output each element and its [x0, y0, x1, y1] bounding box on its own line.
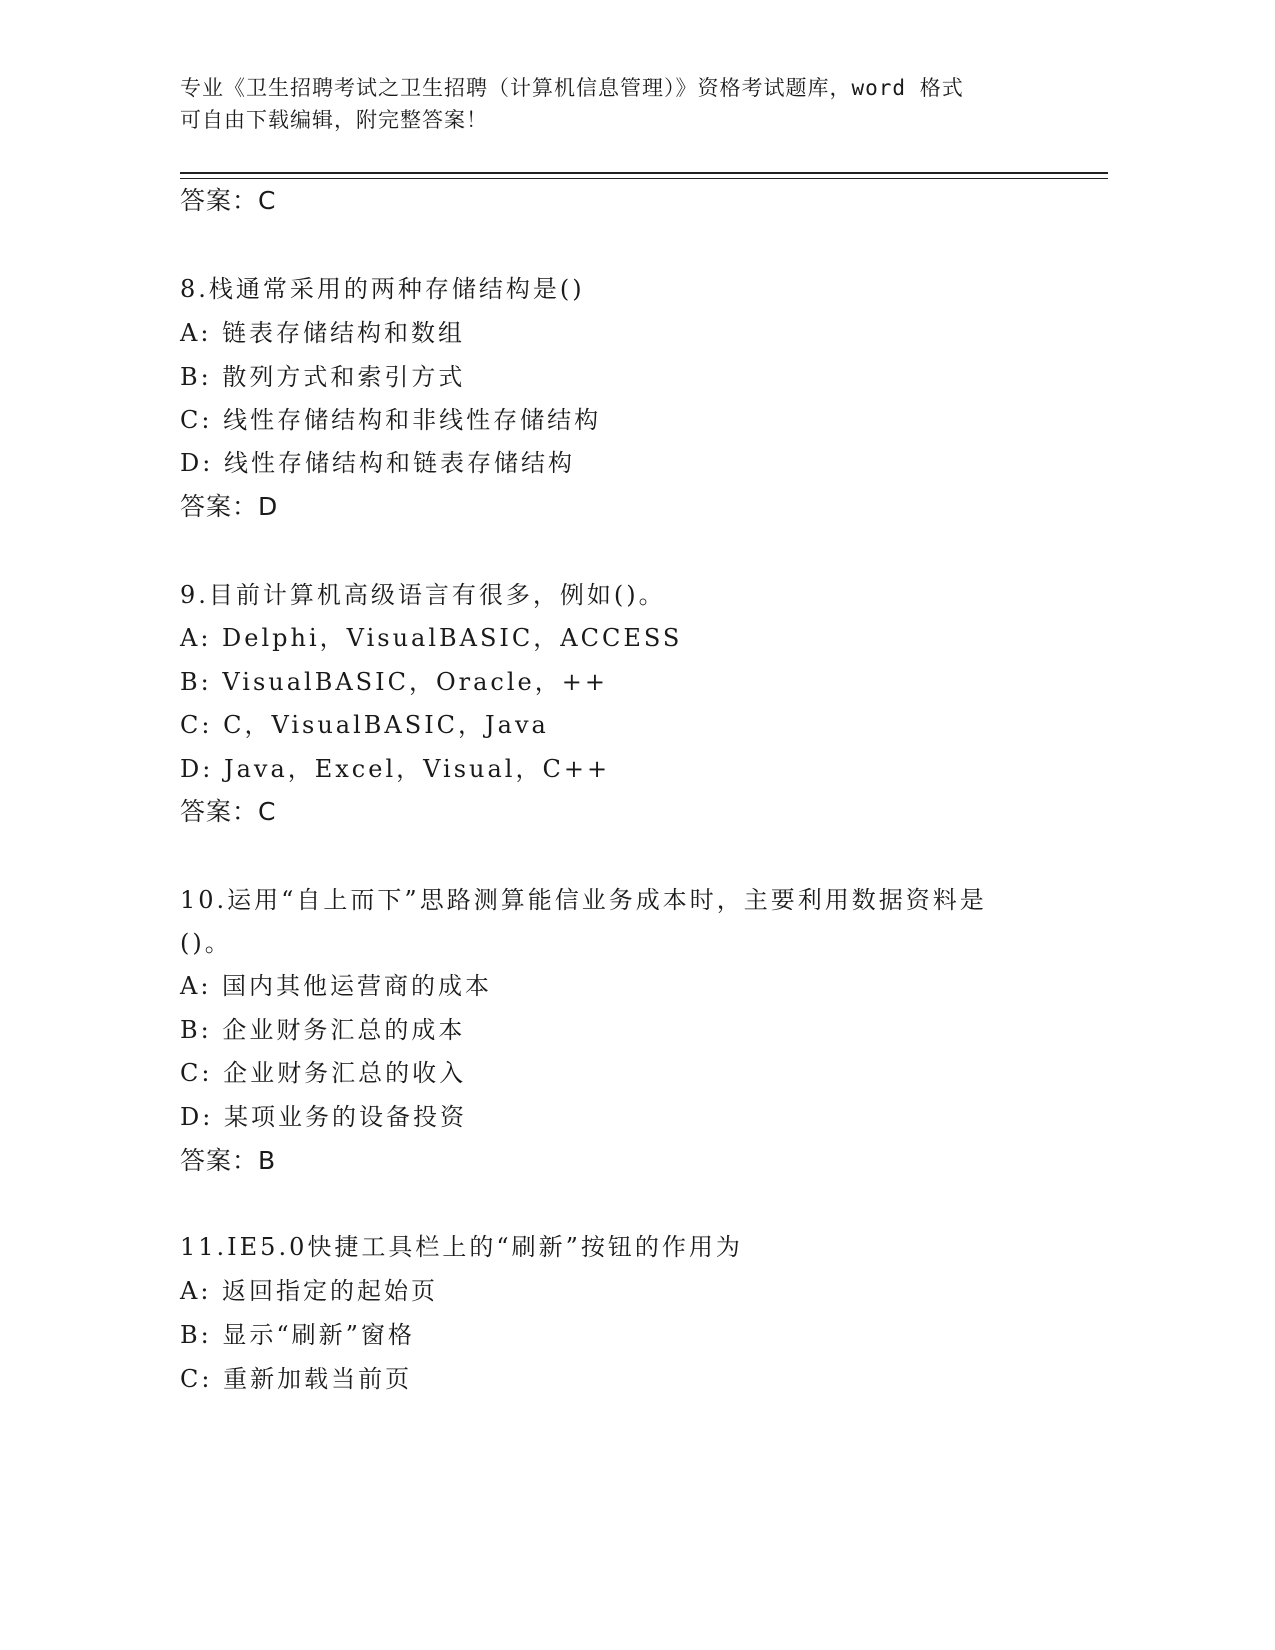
question-8-option-c: C: 线性存储结构和非线性存储结构 [180, 406, 602, 434]
header-line-1: 专业《卫生招聘考试之卫生招聘（计算机信息管理）》资格考试题库，word 格式 [180, 76, 964, 100]
question-9-answer: 答案：C [180, 797, 277, 826]
question-9-option-a: A: Delphi，VisualBASIC，ACCESS [180, 624, 683, 652]
header-line-2: 可自由下载编辑，附完整答案！ [180, 108, 488, 132]
question-9-option-c: C: C，VisualBASIC，Java [180, 711, 549, 739]
question-10-option-d: D: 某项业务的设备投资 [180, 1103, 467, 1131]
question-9-option-b: B: VisualBASIC，Oracle，++ [180, 668, 608, 696]
question-8-stem: 8.栈通常采用的两种存储结构是() [180, 275, 585, 303]
question-11-stem: 11.IE5.0快捷工具栏上的“刷新”按钮的作用为 [180, 1233, 743, 1261]
question-10-option-c: C: 企业财务汇总的收入 [180, 1059, 467, 1087]
header-divider-thin [180, 178, 1108, 179]
question-11-option-a: A: 返回指定的起始页 [180, 1277, 439, 1305]
document-header [180, 72, 1060, 136]
header-divider-thick [180, 172, 1108, 174]
question-8-option-b: B: 散列方式和索引方式 [180, 363, 466, 391]
question-10-answer: 答案：B [180, 1146, 277, 1175]
question-11-option-c: C: 重新加载当前页 [180, 1365, 413, 1393]
previous-answer: 答案：C [180, 186, 277, 215]
question-10-stem-line-2: ()。 [180, 929, 232, 957]
question-10-stem-line-1: 10.运用“自上而下”思路测算能信业务成本时，主要利用数据资料是 [180, 886, 987, 914]
question-10-option-b: B: 企业财务汇总的成本 [180, 1016, 466, 1044]
question-8-answer: 答案：D [180, 492, 279, 521]
question-11-option-b: B: 显示“刷新”窗格 [180, 1321, 415, 1349]
question-9-option-d: D: Java，Excel，Visual，C++ [180, 755, 611, 783]
question-8-option-d: D: 线性存储结构和链表存储结构 [180, 449, 575, 477]
question-8-option-a: A: 链表存储结构和数组 [180, 319, 466, 347]
question-9-stem: 9.目前计算机高级语言有很多，例如()。 [180, 581, 666, 609]
question-10-option-a: A: 国内其他运营商的成本 [180, 972, 493, 1000]
